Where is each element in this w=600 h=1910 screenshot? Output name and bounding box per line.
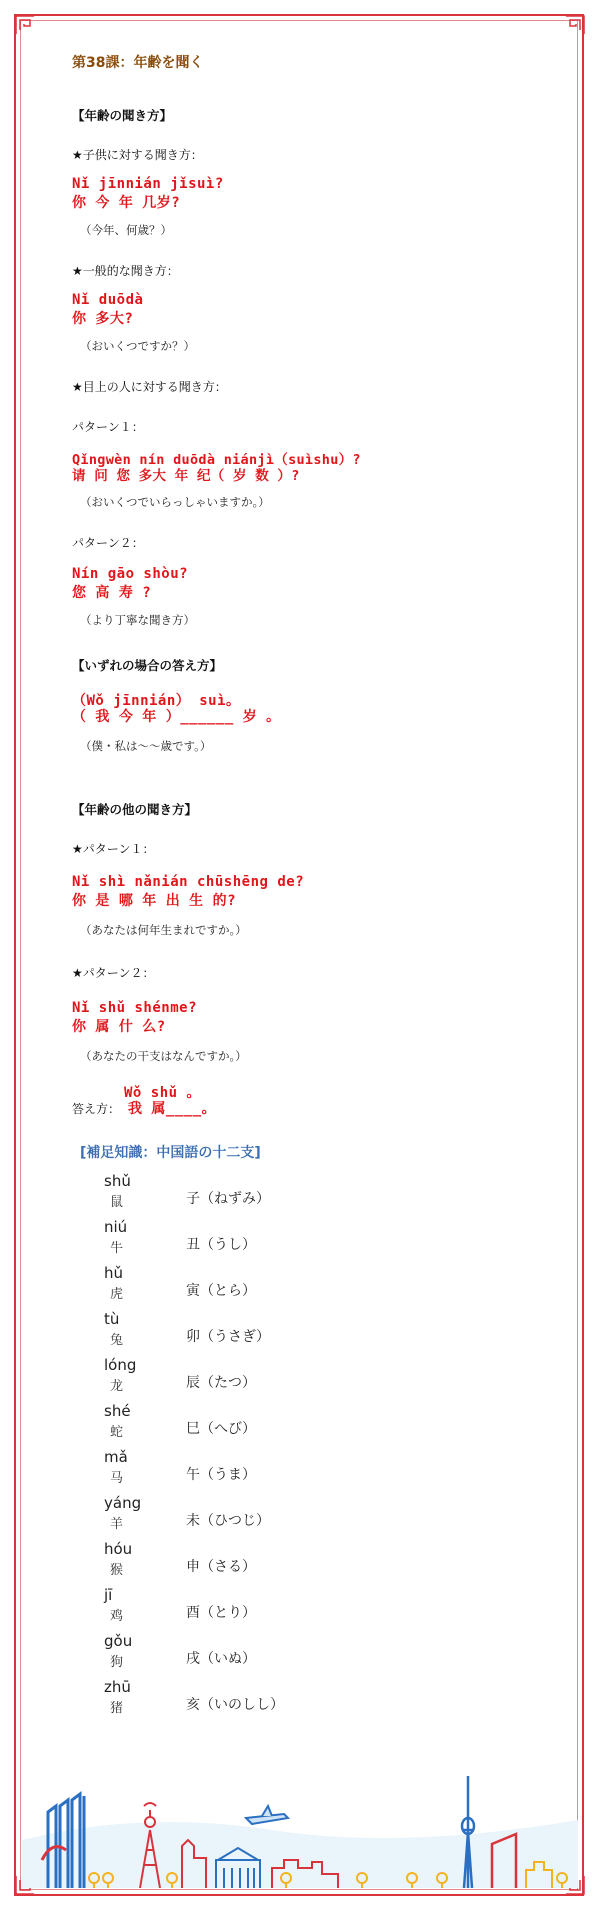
zodiac-pinyin: shǔ — [104, 1172, 131, 1190]
zodiac-japanese: 酉（とり） — [186, 1605, 256, 1621]
pattern-label: ★目上の人に対する聞き方： — [72, 380, 227, 394]
zodiac-hanzi: 龙 — [110, 1379, 124, 1394]
zodiac-japanese: 寅（とら） — [186, 1283, 256, 1299]
zodiac-japanese: 卯（うさぎ） — [186, 1329, 270, 1345]
section-heading: 【年齢の他の聞き方】 — [72, 802, 198, 817]
zodiac-heading: [補足知識：中国語の十二支] — [80, 1145, 261, 1161]
city-skyline-illustration — [22, 1770, 578, 1888]
zodiac-pinyin: hóu — [104, 1540, 133, 1558]
section-heading: 【年齢の聞き方】 — [72, 108, 173, 123]
translation-note: （おいくつでいらっしゃいますか。） — [80, 495, 270, 509]
pattern-label: ★一般的な聞き方： — [72, 264, 179, 278]
zodiac-hanzi: 牛 — [110, 1241, 124, 1256]
section-heading: 【いずれの場合の答え方】 — [72, 658, 223, 673]
zodiac-japanese: 戌（いぬ） — [186, 1651, 256, 1667]
hanzi-line: 请 问 您 多大 年 纪（ 岁 数 ）? — [72, 468, 300, 484]
answer-label: 答え方： — [72, 1102, 121, 1116]
pinyin-line: （Wǒ jīnnián） suì。 — [72, 693, 241, 709]
translation-note: （今年、何歳？） — [80, 223, 172, 237]
zodiac-hanzi: 猪 — [110, 1701, 124, 1716]
zodiac-pinyin: jī — [104, 1586, 113, 1604]
translation-note: （僕・私は～～歳です。） — [80, 739, 212, 753]
pattern-label: ★パターン２： — [72, 966, 155, 980]
translation-note: （あなたは何年生まれですか。） — [80, 923, 247, 937]
zodiac-japanese: 午（うま） — [186, 1467, 256, 1483]
zodiac-hanzi: 兔 — [110, 1333, 124, 1348]
pinyin-line: Nǐ duōdà — [72, 292, 144, 308]
hanzi-line: 你 多大? — [72, 311, 134, 327]
zodiac-japanese: 亥（いのしし） — [186, 1697, 284, 1713]
zodiac-pinyin: hǔ — [104, 1264, 124, 1282]
hanzi-line: （ 我 今 年 ）______ 岁 。 — [72, 709, 281, 725]
zodiac-pinyin: shé — [104, 1402, 131, 1420]
corner-ornament-icon — [564, 14, 586, 36]
pinyin-line: Nǐ shǔ shénme? — [72, 1000, 198, 1016]
answer-hanzi: 我 属____。 — [128, 1101, 217, 1117]
pinyin-line: Nín gāo shòu? — [72, 566, 189, 582]
zodiac-japanese: 辰（たつ） — [186, 1375, 256, 1391]
zodiac-hanzi: 狗 — [110, 1655, 124, 1670]
pinyin-line: Qǐngwèn nín duōdà niánjì（suìshu）? — [72, 452, 361, 468]
zodiac-hanzi: 猴 — [110, 1563, 124, 1578]
zodiac-pinyin: tù — [104, 1310, 120, 1328]
answer-pinyin: Wǒ shǔ 。 — [124, 1085, 202, 1101]
translation-note: （あなたの干支はなんですか。） — [80, 1049, 247, 1063]
hanzi-line: 你 今 年 几岁? — [72, 195, 181, 211]
zodiac-japanese: 子（ねずみ） — [186, 1191, 270, 1207]
zodiac-hanzi: 羊 — [110, 1517, 124, 1532]
pinyin-line: Nǐ shì nǎnián chūshēng de? — [72, 874, 305, 890]
hanzi-line: 你 是 哪 年 出 生 的? — [72, 893, 237, 909]
zodiac-japanese: 丑（うし） — [186, 1237, 256, 1253]
pattern-label: パターン２： — [72, 536, 144, 550]
zodiac-japanese: 申（さる） — [186, 1559, 256, 1575]
zodiac-hanzi: 鸡 — [110, 1609, 124, 1624]
zodiac-pinyin: yáng — [104, 1494, 142, 1512]
translation-note: （より丁寧な聞き方） — [80, 613, 195, 627]
zodiac-japanese: 巳（へび） — [186, 1421, 256, 1437]
pinyin-line: Nǐ jīnnián jǐsuì? — [72, 176, 224, 192]
zodiac-japanese: 未（ひつじ） — [186, 1513, 270, 1529]
pattern-label: パターン１： — [72, 420, 144, 434]
zodiac-pinyin: mǎ — [104, 1448, 128, 1466]
hanzi-line: 您 高 寿 ? — [72, 585, 152, 601]
zodiac-pinyin: gǒu — [104, 1632, 133, 1650]
page-title: 第38課：年齢を聞く — [72, 55, 204, 71]
zodiac-pinyin: niú — [104, 1218, 128, 1236]
pattern-label: ★子供に対する聞き方： — [72, 148, 203, 162]
zodiac-hanzi: 马 — [110, 1471, 124, 1486]
zodiac-pinyin: zhū — [104, 1678, 131, 1696]
zodiac-pinyin: lóng — [104, 1356, 137, 1374]
zodiac-hanzi: 鼠 — [110, 1195, 124, 1210]
hanzi-line: 你 属 什 么? — [72, 1019, 166, 1035]
pattern-label: ★パターン１： — [72, 842, 155, 856]
translation-note: （おいくつですか？） — [80, 339, 195, 353]
corner-ornament-icon — [14, 14, 36, 36]
zodiac-hanzi: 蛇 — [110, 1425, 124, 1440]
zodiac-hanzi: 虎 — [110, 1287, 124, 1302]
